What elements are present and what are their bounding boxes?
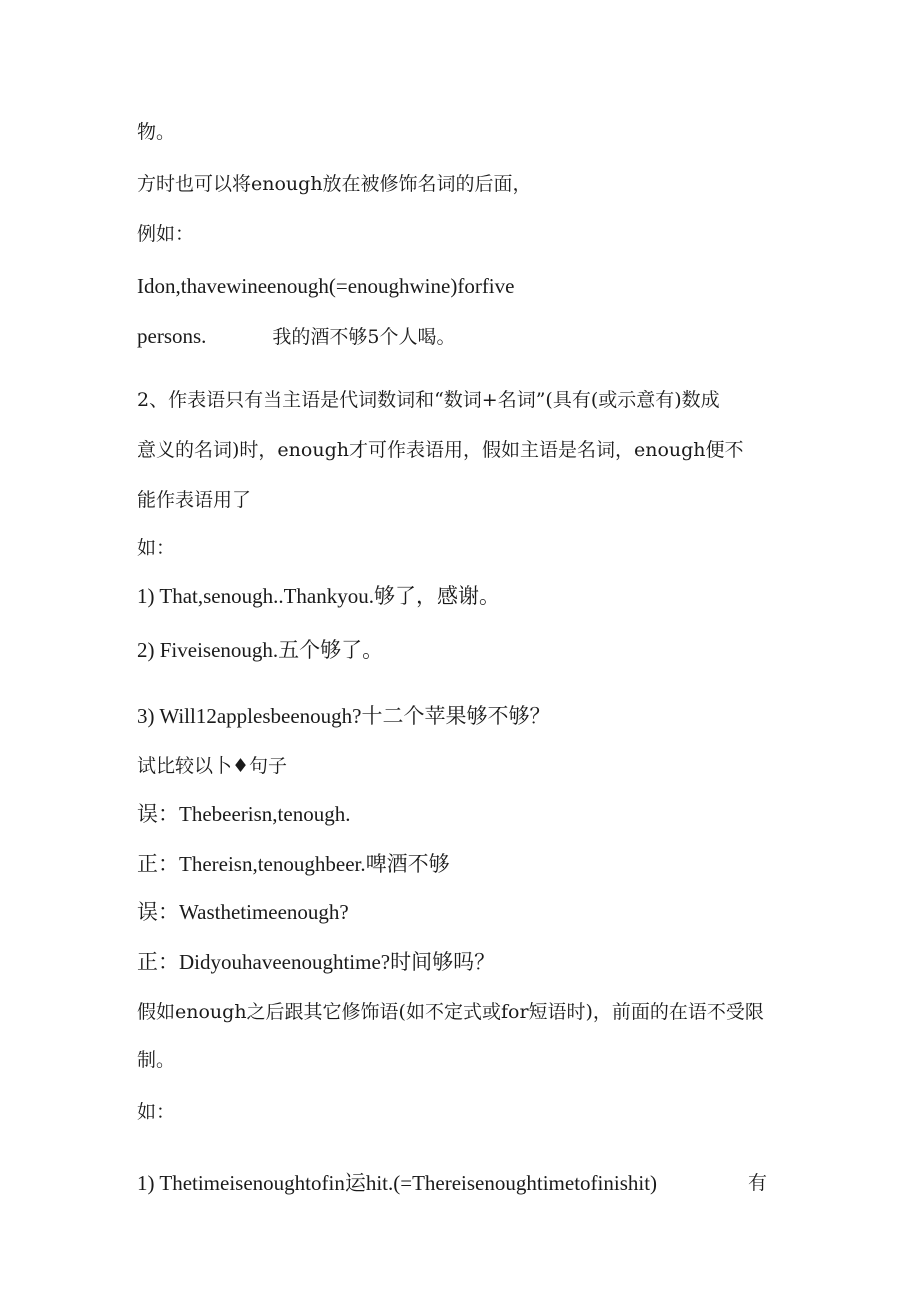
list-item: 3) Will12applesbeenough?十二个苹果够不够？	[137, 704, 551, 728]
correct-example: 正：Thereisn,tenoughbeer.啤酒不够	[137, 852, 450, 876]
wrong-example: 误：Wasthetimeenough?	[137, 900, 349, 924]
section-heading: 2、作表语只有当主语是代词数词和“数词+名词”(具有(或示意有)数成	[137, 389, 720, 411]
text-line: 如：	[137, 537, 176, 559]
example-sentence: Idon,thavewineenough(=enoughwine)forfive	[137, 274, 515, 298]
wrong-example: 误：Thebeerisn,tenough.	[137, 802, 351, 826]
translation: 我的酒不够5个人喝。	[272, 326, 456, 348]
text-line: 假如enough之后跟其它修饰语(如不定式或for短语时)，前面的在语不受限	[137, 1001, 764, 1023]
correct-example: 正：Didyouhaveenoughtime?时间够吗？	[137, 950, 496, 974]
list-item: 2) Fiveisenough.五个够了。	[137, 638, 384, 662]
text-line: 如：	[137, 1101, 176, 1123]
text-line: 方时也可以将enough放在被修饰名词的后面，	[137, 173, 532, 195]
list-item: 1) Thetimeisenoughtofin运hit.(=Thereisenoughtimetofinishit)	[137, 1171, 658, 1195]
example-sentence-end: persons.	[137, 324, 207, 348]
text-line: 意义的名词)时，enough才可作表语用，假如主语是名词，enough便不	[137, 439, 744, 461]
example-sentence-line	[137, 323, 456, 350]
text-line: 例如：	[137, 223, 195, 245]
text-line: 能作表语用了	[137, 489, 252, 511]
text-line: 物。	[137, 121, 176, 143]
list-item: 1) That,senough..Thankyou.够了，感谢。	[137, 584, 500, 608]
text-line: 制。	[137, 1049, 176, 1071]
text-line: 试比较以卜♦句子	[137, 755, 288, 777]
trailing-text: 有	[748, 1172, 768, 1194]
